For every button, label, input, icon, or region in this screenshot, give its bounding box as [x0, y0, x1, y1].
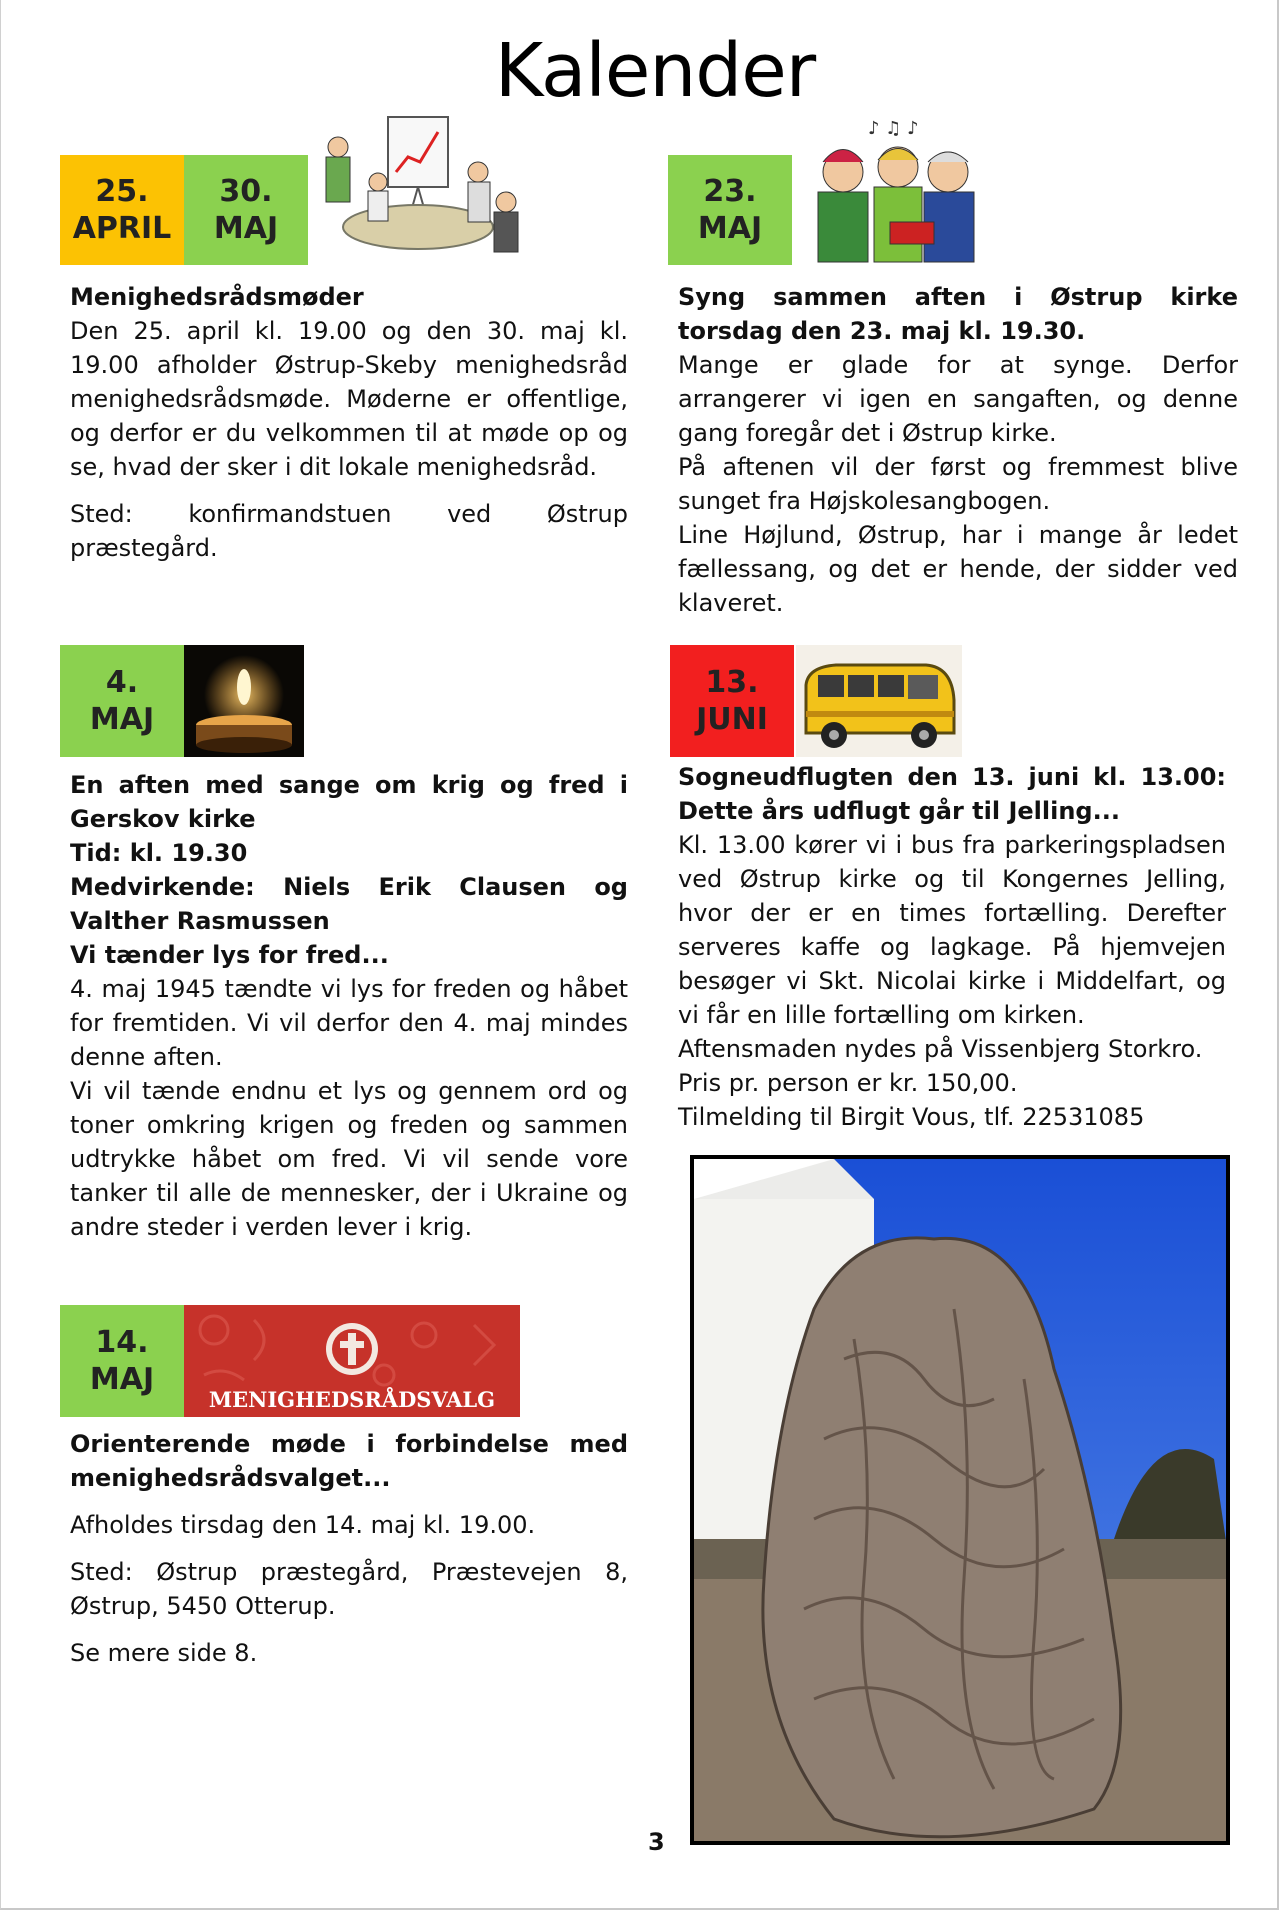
date-badge-14-maj	[60, 1305, 184, 1417]
date-badge-23-maj	[668, 155, 792, 265]
event-heading: En aften med sange om krig og fred i Gerskov kirke	[70, 771, 628, 833]
event-paragraph: Kl. 13.00 kører vi i bus fra parkeringspladsen ved Østrup kirke og til Kongernes Jelling, hvor der er en times fortælling. Derefter serveres kaffe og lagkage. På hjemvejen besøger vi Skt. Nicolai kirke i Middelfart, og vi får en lille fortælling om kirken.	[678, 831, 1226, 1029]
date-month: MAJ	[213, 211, 279, 246]
jelling-rune-stone-photo	[690, 1155, 1230, 1845]
bus-illustration	[796, 645, 962, 757]
event-paragraph: 4. maj 1945 tændte vi lys for freden og håbet for fremtiden. Vi vil derfor den 4. maj mindes denne aften.	[70, 975, 628, 1071]
candle-photo	[184, 645, 304, 757]
event-heading: Sogneudflugten den 13. juni kl. 13.00: Dette års udflugt går til Jelling...	[678, 763, 1226, 825]
event-paragraph: Se mere side 8.	[70, 1639, 258, 1667]
event-paragraph: Aftensmaden nydes på Vissenbjerg Storkro.	[678, 1035, 1203, 1063]
date-month: JUNI	[696, 702, 768, 737]
svg-text:♪ ♫ ♪: ♪ ♫ ♪	[868, 118, 919, 139]
event-paragraph: Afholdes tirsdag den 14. maj kl. 19.00.	[70, 1511, 536, 1539]
team-meeting-illustration	[308, 112, 528, 267]
date-month: APRIL	[72, 211, 172, 246]
event-body: Den 25. april kl. 19.00 og den 30. maj kl. 19.00 afholder Østrup-Skeby menighedsråd menighedsrådsmøde. Møderne er offentlige, og derfor er du velkommen til at møde op og se, hvad der sker i dit lokale menighedsråd.	[70, 317, 628, 481]
banner-text: MENIGHEDSRÅDSVALG	[208, 1387, 496, 1412]
event-paragraph: Mange er glade for at synge. Derfor arrangerer vi igen en sangaften, og denne gang foregår det i Østrup kirke.	[678, 351, 1238, 447]
date-day: 13.	[705, 665, 759, 700]
event-participants: Medvirkende: Niels Erik Clausen og Valther Rasmussen	[70, 873, 628, 935]
event-heading: Syng sammen aften i Østrup kirke torsdag den 23. maj kl. 19.30.	[678, 283, 1238, 345]
date-badge-4-maj	[60, 645, 184, 757]
event-heading: Orienterende møde i forbindelse med menighedsrådsvalget...	[70, 1430, 628, 1492]
singing-people-illustration	[798, 112, 988, 267]
election-banner	[184, 1305, 520, 1417]
event-time: Tid: kl. 19.30	[70, 839, 248, 867]
date-badge-13-juni	[670, 645, 794, 757]
date-day: 30.	[219, 174, 273, 209]
event-paragraph: Sted: Østrup præstegård, Præstevejen 8, Østrup, 5450 Otterup.	[70, 1558, 628, 1620]
date-day: 14.	[95, 1325, 149, 1360]
event-peace-text	[70, 768, 628, 1244]
page-title: Kalender	[494, 28, 816, 114]
date-month: MAJ	[89, 702, 155, 737]
event-subheading: Vi tænder lys for fred...	[70, 941, 389, 969]
page-number: 3	[648, 1828, 665, 1856]
event-heading: Menighedsrådsmøder	[70, 283, 364, 311]
event-sing-text	[678, 280, 1238, 620]
date-badge-30-maj	[184, 155, 308, 265]
event-meeting-text	[70, 280, 628, 565]
event-paragraph: Pris pr. person er kr. 150,00.	[678, 1069, 1018, 1097]
event-election-text	[70, 1427, 628, 1670]
event-paragraph: På aftenen vil der først og fremmest blive sunget fra Højskolesangbogen.	[678, 453, 1238, 515]
date-month: MAJ	[89, 1362, 155, 1397]
event-paragraph: Line Højlund, Østrup, har i mange år ledet fællessang, og det er hende, der sidder ved klaveret.	[678, 521, 1238, 617]
event-paragraph: Vi vil tænde endnu et lys og gennem ord og toner omkring krigen og freden og sammen udtrykke håbet om fred. Vi vil sende vore tanker til alle de mennesker, der i Ukraine og andre steder i verden lever i krig.	[70, 1077, 628, 1241]
date-day: 25.	[95, 174, 149, 209]
event-place: Sted: konfirmandstuen ved Østrup præstegård.	[70, 500, 628, 562]
date-badge-25-april	[60, 155, 184, 265]
date-month: MAJ	[697, 211, 763, 246]
date-day: 4.	[105, 665, 139, 700]
date-day: 23.	[703, 174, 757, 209]
event-paragraph: Tilmelding til Birgit Vous, tlf. 22531085	[678, 1103, 1145, 1131]
event-trip-text	[678, 760, 1226, 1134]
